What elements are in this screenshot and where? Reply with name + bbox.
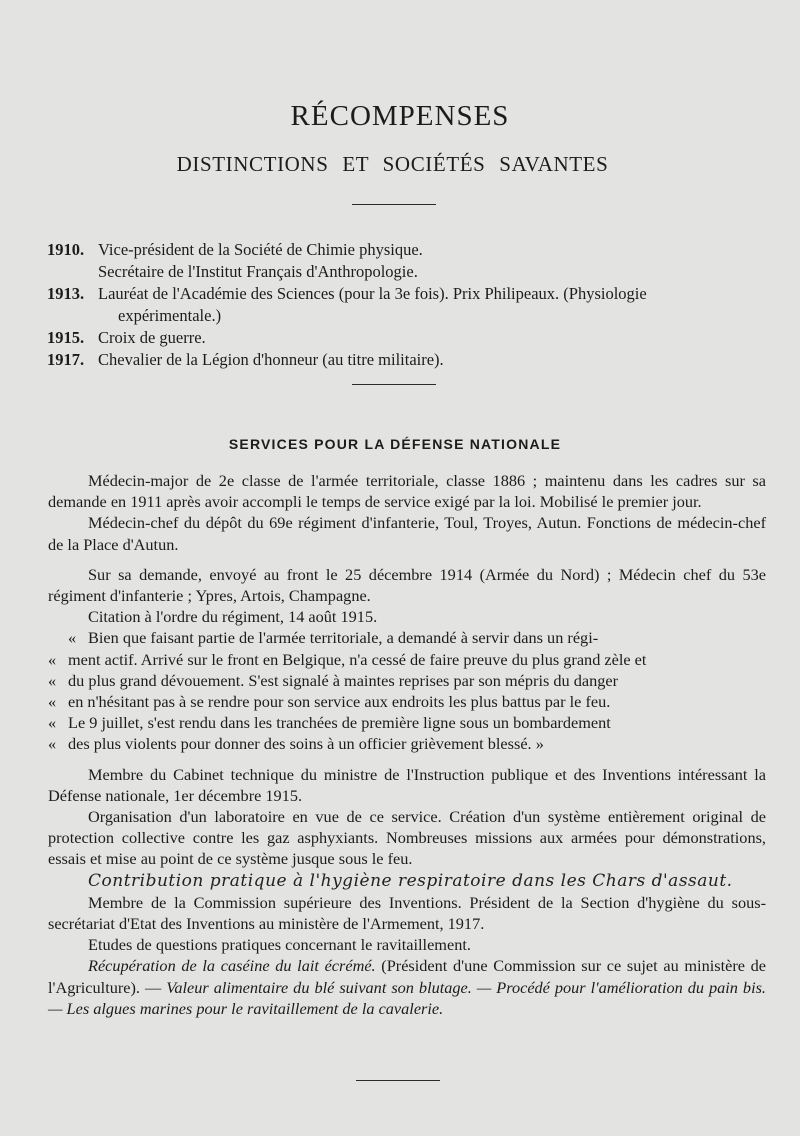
distinction-year: 1910.: [47, 240, 85, 259]
paragraph: Médecin-major de 2e classe de l'armée territoriale, classe 1886 ; maintenu dans les cadres sur sa demande en 1911 après avoir accompli le temps de service exigé par la loi. Mobilisé le premier jour.: [48, 471, 766, 512]
paragraph: Organisation d'un laboratoire en vue de ce service. Création d'un système entièrement original de protection collective contre les gaz asphyxiants. Nombreuses missions aux armées pour démonstrations, essais et mise au point de ce système jusque sous le feu.: [48, 807, 766, 869]
italic-text: Valeur alimentaire du blé suivant son blutage. — Procédé pour l'amélioration du pain bis. — Les algues marines pour le ravitaillement de la cavalerie.: [48, 977, 766, 1018]
distinction-1913: [0, 284, 800, 306]
quote-line: [48, 712, 766, 733]
distinction-1910: [0, 240, 800, 262]
paragraph: Médecin-chef du dépôt du 69e régiment d'infanterie, Toul, Troyes, Autun. Fonctions de médecin-chef de la Place d'Autun.: [48, 513, 766, 554]
paragraph: Membre de la Commission supérieure des Inventions. Président de la Section d'hygiène du sous-secrétariat d'Etat des Inventions au ministère de l'Armement, 1917.: [48, 892, 766, 934]
paragraph: Membre du Cabinet technique du ministre de l'Instruction publique et des Inventions intéressant la Défense nationale, 1er décembre 1915.: [48, 764, 766, 805]
quote-text: en n'hésitant pas à se rendre pour son service aux endroits les plus battus par le feu.: [68, 692, 611, 712]
distinction-text: Croix de guerre.: [98, 328, 206, 347]
distinction-1913-cont: [0, 306, 800, 328]
distinction-text: Secrétaire de l'Institut Français d'Anthropologie.: [98, 262, 418, 281]
distinction-1910-cont: [0, 262, 800, 284]
italic-text: Récupération de la caséine du lait écrémé.: [88, 956, 376, 976]
quote-line: [48, 670, 766, 691]
divider-middle: [352, 384, 436, 385]
quote-mark: «: [68, 628, 77, 648]
paragraph: [48, 955, 766, 1019]
distinction-year: 1913.: [47, 284, 85, 303]
distinction-text: Chevalier de la Légion d'honneur (au titre militaire).: [98, 350, 444, 369]
quote-line: [48, 733, 766, 754]
quote-mark: «: [48, 670, 57, 690]
quote-line: [48, 649, 766, 670]
quote-text: Bien que faisant partie de l'armée territoriale, a demandé à servir dans un régi-: [88, 628, 599, 648]
divider-top: [352, 204, 436, 205]
distinction-year: 1915.: [47, 328, 85, 347]
distinction-1917: [0, 350, 800, 372]
divider-bottom: [356, 1080, 440, 1081]
quote-mark: «: [48, 713, 57, 733]
quote-mark: «: [48, 692, 57, 712]
distinction-text: Lauréat de l'Académie des Sciences (pour la 3e fois). Prix Philipeaux. (Physiologie: [98, 284, 647, 303]
distinctions-list: [0, 240, 800, 372]
quote-line: [48, 627, 766, 648]
distinction-text: expérimentale.): [118, 306, 222, 325]
services-body: [48, 470, 766, 1019]
distinction-text: Vice-président de la Société de Chimie physique.: [98, 240, 423, 259]
distinction-1915: [0, 328, 800, 350]
section-title: SERVICES POUR LA DÉFENSE NATIONALE: [228, 436, 562, 452]
quote-mark: «: [48, 649, 57, 669]
paragraph: Etudes de questions pratiques concernant le ravitaillement.: [88, 935, 471, 955]
quote-text: ment actif. Arrivé sur le front en Belgique, n'a cessé de faire preuve du plus grand zèle et: [68, 649, 647, 669]
roman-text: (Président d'une Commission sur ce sujet au ministère de l'Agriculture). —: [48, 956, 767, 997]
paragraph: Sur sa demande, envoyé au front le 25 décembre 1914 (Armée du Nord) ; Médecin chef du 53e régiment d'infanterie ; Ypres, Artois, Champagne.: [48, 564, 766, 606]
page-subtitle: DISTINCTIONS ET SOCIÉTÉS SAVANTES: [176, 152, 609, 176]
quote-line: [48, 691, 766, 712]
quote-text: Le 9 juillet, s'est rendu dans les tranchées de première ligne sous un bombardement: [68, 713, 611, 733]
quote-text: du plus grand dévouement. S'est signalé à maintes reprises par son mépris du danger: [68, 670, 619, 690]
handwritten-annotation: [48, 870, 766, 892]
citation-heading: Citation à l'ordre du régiment, 14 août 1915.: [88, 607, 378, 627]
page-title: RÉCOMPENSES: [290, 100, 510, 132]
quote-mark: «: [48, 734, 57, 754]
citation-quote: [48, 627, 766, 754]
handwritten-text: Contribution pratique à l'hygiène respiratoire dans les Chars d'assaut.: [88, 870, 733, 891]
distinction-year: 1917.: [47, 350, 85, 369]
quote-text: des plus violents pour donner des soins à un officier grièvement blessé. »: [68, 734, 544, 754]
